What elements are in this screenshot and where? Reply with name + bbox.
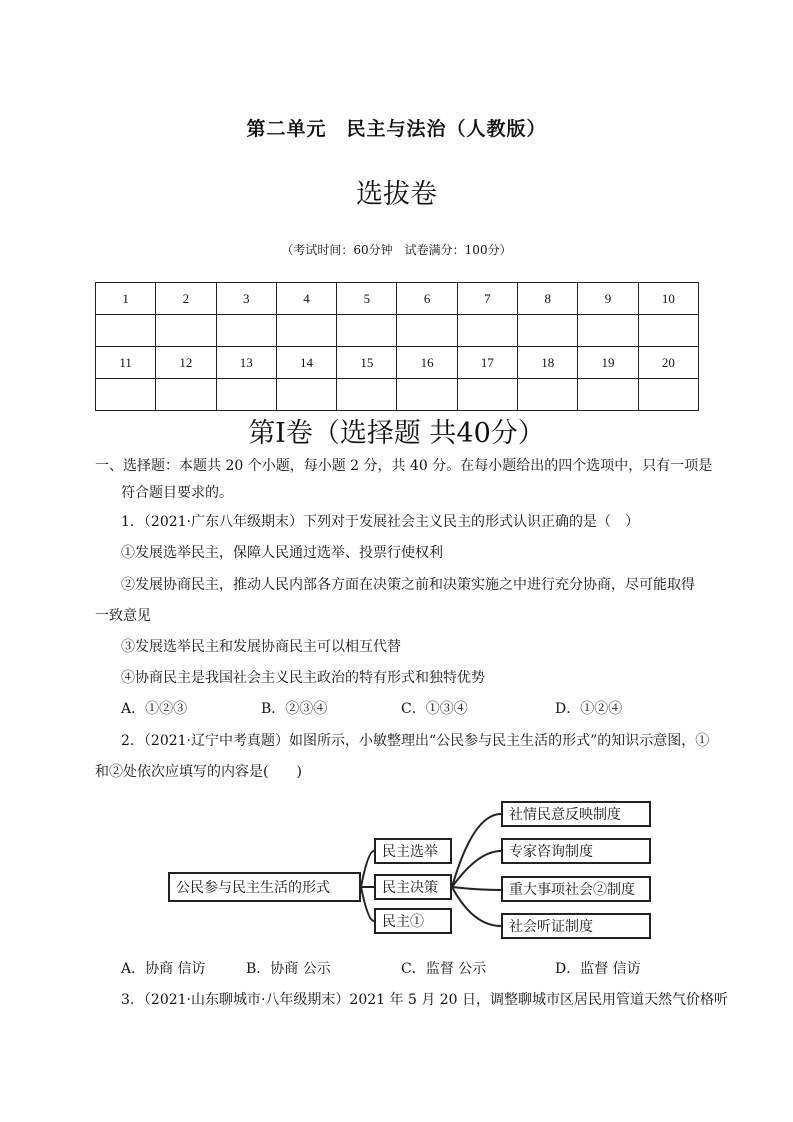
question-number-cell: 3 xyxy=(216,283,276,315)
exam-type-title: 选拔卷 xyxy=(356,179,437,210)
answer-cell[interactable] xyxy=(156,379,216,411)
answer-cell[interactable] xyxy=(397,315,457,347)
answer-cell[interactable] xyxy=(397,379,457,411)
answer-cell[interactable] xyxy=(337,379,397,411)
section-title: 第Ⅰ卷（选择题 共40分） xyxy=(248,418,545,449)
answer-cell[interactable] xyxy=(337,315,397,347)
question-1-statement: ②发展协商民主，推动人民内部各方面在决策之前和决策实施之中进行充分协商，尽可能取得 xyxy=(121,577,695,593)
question-number-cell: 14 xyxy=(276,347,336,379)
answer-cell[interactable] xyxy=(578,315,638,347)
instructions-line: 符合题目要求的。 xyxy=(121,485,233,501)
diagram-leaf-box: 专家咨询制度 xyxy=(501,838,651,864)
answer-blank-row xyxy=(96,379,699,411)
answer-cell[interactable] xyxy=(518,379,578,411)
answer-cell[interactable] xyxy=(276,315,336,347)
diagram-leaf-box: 社会听证制度 xyxy=(501,913,651,939)
question-2-stem: 2．（2021·辽宁中考真题）如图所示，小敏整理出“公民参与民主生活的形式”的知识示意图，① xyxy=(121,733,710,749)
answer-cell[interactable] xyxy=(578,379,638,411)
question-1-statement: ①发展选举民主，保障人民通过选举、投票行使权利 xyxy=(121,545,443,561)
answer-cell[interactable] xyxy=(96,315,156,347)
knowledge-diagram xyxy=(168,796,658,942)
unit-title: 第二单元 民主与法治（人教版） xyxy=(246,118,547,140)
diagram-leaf-box: 社情民意反映制度 xyxy=(501,801,651,827)
option-d[interactable]: D．①②④ xyxy=(555,701,623,717)
question-number-cell: 16 xyxy=(397,347,457,379)
question-number-cell: 19 xyxy=(578,347,638,379)
option-b[interactable]: B．协商 公示 xyxy=(246,961,331,977)
answer-blank-row xyxy=(96,315,699,347)
option-a[interactable]: A．协商 信访 xyxy=(121,961,206,977)
answer-grid xyxy=(95,282,699,411)
answer-cell[interactable] xyxy=(216,315,276,347)
answer-number-row xyxy=(96,283,699,315)
answer-cell[interactable] xyxy=(638,315,698,347)
option-c[interactable]: C．监督 公示 xyxy=(401,961,487,977)
option-d[interactable]: D．监督 信访 xyxy=(555,961,641,977)
question-number-cell: 2 xyxy=(156,283,216,315)
question-number-cell: 20 xyxy=(638,347,698,379)
question-number-cell: 11 xyxy=(96,347,156,379)
question-2-stem: 和②处依次应填写的内容是( ) xyxy=(95,764,302,780)
question-number-cell: 15 xyxy=(337,347,397,379)
question-1-statement: 一致意见 xyxy=(95,608,151,624)
instructions-line: 一、选择题：本题共 20 个小题，每小题 2 分，共 40 分。在每小题给出的四个选项中，只有一项是 xyxy=(95,458,713,474)
diagram-mid-box: 民主决策 xyxy=(374,874,452,900)
answer-cell[interactable] xyxy=(156,315,216,347)
answer-cell[interactable] xyxy=(518,315,578,347)
answer-cell[interactable] xyxy=(276,379,336,411)
diagram-mid-box: 民主选举 xyxy=(374,838,452,864)
answer-cell[interactable] xyxy=(457,315,517,347)
question-number-cell: 12 xyxy=(156,347,216,379)
question-number-cell: 5 xyxy=(337,283,397,315)
answer-cell[interactable] xyxy=(638,379,698,411)
option-b[interactable]: B．②③④ xyxy=(261,701,328,717)
exam-info: （考试时间：60分钟 试卷满分：100分） xyxy=(281,243,512,257)
question-number-cell: 13 xyxy=(216,347,276,379)
answer-cell[interactable] xyxy=(457,379,517,411)
question-number-cell: 17 xyxy=(457,347,517,379)
question-1-statement: ③发展选举民主和发展协商民主可以相互代替 xyxy=(121,639,401,655)
option-c[interactable]: C．①③④ xyxy=(401,701,468,717)
answer-cell[interactable] xyxy=(216,379,276,411)
question-number-cell: 7 xyxy=(457,283,517,315)
diagram-mid-box: 民主① xyxy=(374,908,452,934)
question-number-cell: 6 xyxy=(397,283,457,315)
question-number-cell: 9 xyxy=(578,283,638,315)
question-3-stem: 3．（2021·山东聊城市·八年级期末）2021 年 5 月 20 日，调整聊城市区居民用管道天然气价格听 xyxy=(121,992,729,1008)
answer-cell[interactable] xyxy=(96,379,156,411)
question-1-stem: 1．（2021·广东八年级期末）下列对于发展社会主义民主的形式认识正确的是（ ） xyxy=(121,514,639,530)
question-number-cell: 10 xyxy=(638,283,698,315)
question-number-cell: 18 xyxy=(518,347,578,379)
question-1-statement: ④协商民主是我国社会主义民主政治的特有形式和独特优势 xyxy=(121,670,485,686)
option-a[interactable]: A．①②③ xyxy=(121,701,188,717)
question-number-cell: 4 xyxy=(276,283,336,315)
diagram-leaf-box: 重大事项社会②制度 xyxy=(501,876,651,902)
question-number-cell: 1 xyxy=(96,283,156,315)
question-number-cell: 8 xyxy=(518,283,578,315)
diagram-root-box: 公民参与民主生活的形式 xyxy=(168,872,361,902)
answer-number-row xyxy=(96,347,699,379)
